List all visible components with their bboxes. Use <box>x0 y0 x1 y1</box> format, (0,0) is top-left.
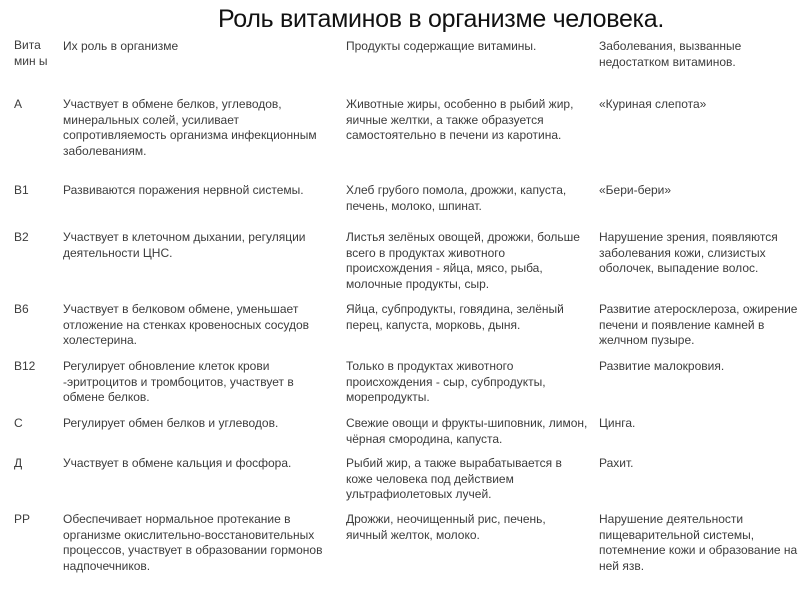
vitamin-cell: С <box>14 416 23 430</box>
header-products: Продукты содержащие витамины. <box>346 39 537 53</box>
table-row <box>8 302 798 359</box>
disease-cell: Развитие атеросклероза, ожирение печени и появление камней в желчном пузыре. <box>599 302 798 347</box>
disease-cell: Развитие малокровия. <box>599 359 725 373</box>
role-cell: Участвует в обмене кальция и фосфора. <box>63 456 292 470</box>
header-disease: Заболевания, вызванные недостатком витаминов. <box>599 39 742 69</box>
table-header-row <box>8 36 798 97</box>
role-cell: Обеспечивает нормальное протекание в организме окислительно-восстановительных процессов, участвует в образовании гормонов надпочечников. <box>63 512 323 573</box>
vitamin-cell: В6 <box>14 302 29 316</box>
table-row <box>8 359 798 416</box>
role-cell: Регулирует обмен белков и углеводов. <box>63 416 279 430</box>
role-cell: Развиваются поражения нервной системы. <box>63 183 304 197</box>
disease-cell: «Куриная слепота» <box>599 97 707 111</box>
table-row <box>8 230 798 302</box>
disease-cell: Нарушение деятельности пищеварительной системы, потемнение кожи и образование на ней язв. <box>599 512 798 573</box>
products-cell: Свежие овощи и фрукты-шиповник, лимон, чёрная смородина, капуста. <box>346 416 588 446</box>
disease-cell: «Бери-бери» <box>599 183 672 197</box>
products-cell: Животные жиры, особенно в рыбий жир, яичные желтки, а также образуется самостоятельно в печени из каротина. <box>346 97 574 142</box>
disease-cell: Цинга. <box>599 416 636 430</box>
table-row <box>8 183 798 230</box>
vitamin-cell: В2 <box>14 230 29 244</box>
table-row <box>8 456 798 512</box>
products-cell: Только в продуктах животного происхождения - сыр, субпродукты, морепродукты. <box>346 359 546 404</box>
header-vitamin: Вита мин ы <box>14 38 48 68</box>
role-cell: Участвует в белковом обмене, уменьшает отложение на стенках кровеносных сосудов холестерина. <box>63 302 310 347</box>
vitamin-cell: А <box>14 97 23 111</box>
disease-cell: Рахит. <box>599 456 634 470</box>
disease-cell: Нарушение зрения, появляются заболевания кожи, слизистых оболочек, выпадение волос. <box>599 230 778 275</box>
table-row <box>8 97 798 183</box>
products-cell: Листья зелёных овощей, дрожжи, больше всего в продуктах животного происхождения - яйца, мясо, рыба, молочные продукты, сыр. <box>346 230 580 291</box>
products-cell: Дрожжи, неочищенный рис, печень, яичный желток, молоко. <box>346 512 546 542</box>
role-cell: Участвует в клеточном дыхании, регуляции деятельности ЦНС. <box>63 230 306 260</box>
products-cell: Хлеб грубого помола, дрожжи, капуста, печень, молоко, шпинат. <box>346 183 567 213</box>
vitamins-table <box>8 36 798 582</box>
header-role: Их роль в организме <box>63 39 179 53</box>
role-cell: Участвует в обмене белков, углеводов, минеральных солей, усиливает сопротивляемость организма инфекционным заболеваниям. <box>63 97 317 158</box>
page-title: Роль витаминов в организме человека. <box>218 5 664 33</box>
vitamin-cell: В1 <box>14 183 29 197</box>
table-row <box>8 512 798 582</box>
vitamin-cell: Д <box>14 456 23 470</box>
products-cell: Яйца, субпродукты, говядина, зелёный перец, капуста, морковь, дыня. <box>346 302 564 332</box>
table-row <box>8 416 798 456</box>
vitamin-cell: РР <box>14 512 31 526</box>
role-cell: Регулирует обновление клеток крови -эритроцитов и тромбоцитов, участвует в обмене белков. <box>63 359 294 404</box>
vitamin-cell: В12 <box>14 359 36 373</box>
products-cell: Рыбий жир, а также вырабатывается в коже человека под действием ультрафиолетовых лучей. <box>346 456 562 501</box>
